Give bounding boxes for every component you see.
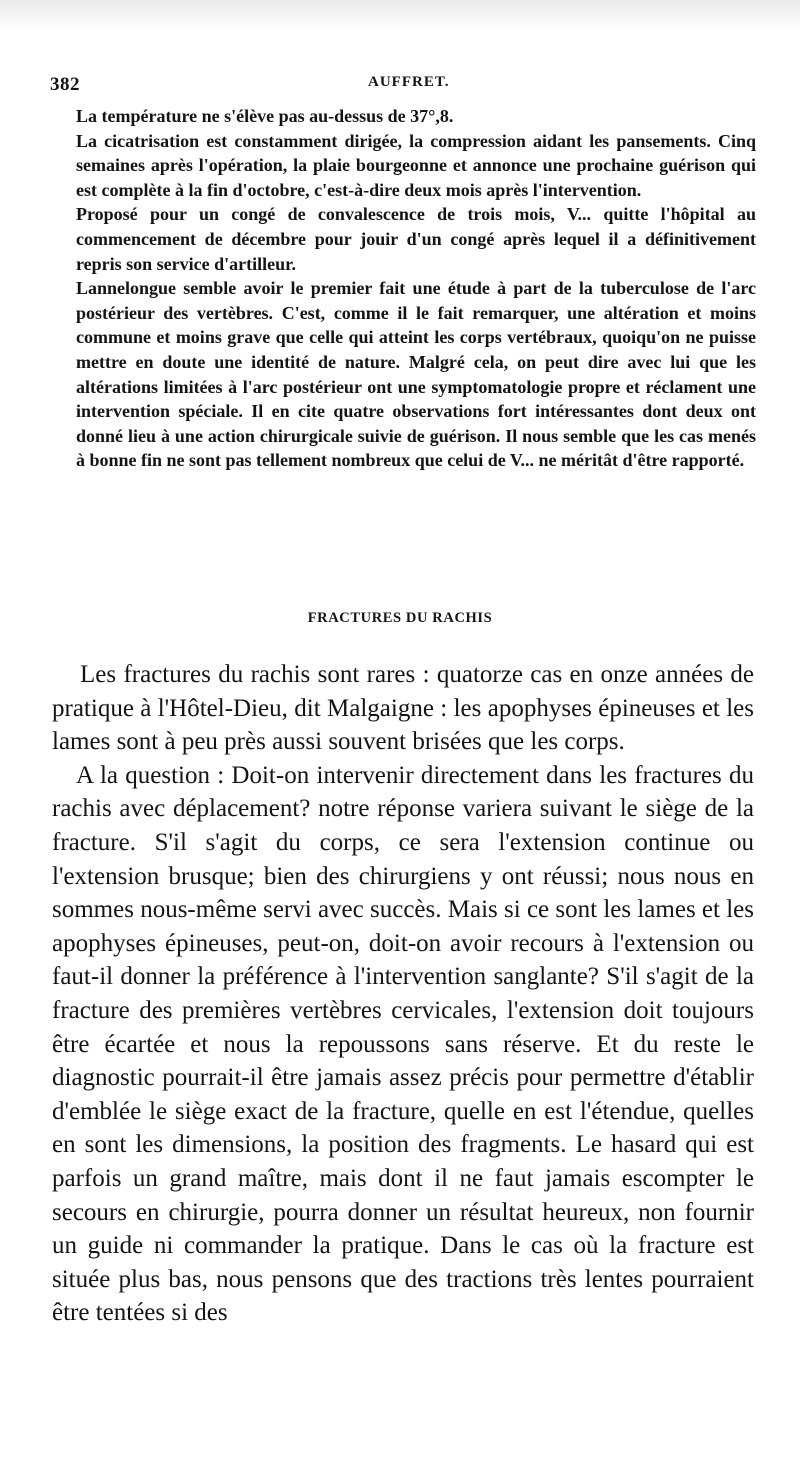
- running-head: AUFFRET.: [368, 74, 450, 90]
- scan-edge: [0, 0, 800, 30]
- observation-paragraph-3: Proposé pour un congé de convalescence de trois mois, V... quitte l'hôpital au commencement de décembre pour jouir d'un congé après lequel il a définitivement repris son service d'artilleur.: [76, 204, 756, 274]
- page-number: 382: [50, 74, 80, 95]
- observation-paragraph-4: Lannelongue semble avoir le premier fait une étude à part de la tuberculose de l'arc postérieur des vertèbres. C'est, comme il le fait remarquer, une altération et moins commune et moins grave que celle qui atteint les corps vertébraux, quoiqu'on ne puisse mettre en doute une identité de nature. Malgré cela, on peut dire avec lui que les altérations limitées à l'arc postérieur ont une symptomatologie propre et réclament une intervention spéciale. Il en cite quatre observations fort intéressantes dont deux ont donné lieu à une action chirurgicale suivie de guérison. Il nous semble que les cas menés à bonne fin ne sont pas tellement nombreux que celui de V... ne méritât d'être rapporté.: [76, 278, 756, 471]
- page-header: [0, 74, 800, 98]
- observation-paragraph-1: La température ne s'élève pas au-dessus de 37°,8.: [76, 106, 454, 126]
- section-body: [52, 658, 754, 1330]
- observation-paragraph-2: La cicatrisation est constamment dirigée, la compression aidant les pansements. Cinq semaines après l'opération, la plaie bourgeonne et annonce une prochaine guérison qui est complète à la fin d'octobre, c'est-à-dire deux mois après l'intervention.: [76, 130, 756, 200]
- observation-text: [76, 104, 756, 473]
- section-heading: FRACTURES DU RACHIS: [307, 610, 493, 626]
- section-paragraph-1: Les fractures du rachis sont rares : quatorze cas en onze années de pratique à l'Hôtel-Dieu, dit Malgaigne : les apophyses épineuses et les lames sont à peu près aussi souvent brisées que les corps.: [52, 661, 754, 756]
- section-paragraph-2: A la question : Doit-on intervenir directement dans les fractures du rachis avec déplacement? notre réponse variera suivant le siège de la fracture. S'il s'agit du corps, ce sera l'extension continue ou l'extension brusque; bien des chirurgiens y ont réussi; nous nous en sommes nous-même servi avec succès. Mais si ce sont les lames et les apophyses épineuses, peut-on, doit-on avoir recours à l'extension ou faut-il donner la préférence à l'intervention sanglante? S'il s'agit de la fracture des premières vertèbres cervicales, l'extension doit toujours être écartée et nous la repoussons sans réserve. Et du reste le diagnostic pourrait-il être jamais assez précis pour permettre d'établir d'emblée le siège exact de la fracture, quelle en est l'étendue, quelles en sont les dimensions, la position des fragments. Le hasard qui est parfois un grand maître, mais dont il ne faut jamais escompter le secours en chirurgie, pourra donner un résultat heureux, non fournir un guide ni commander la pratique. Dans le cas où la fracture est située plus bas, nous pensons que des tractions très lentes pourraient être tentées si des: [52, 761, 754, 1327]
